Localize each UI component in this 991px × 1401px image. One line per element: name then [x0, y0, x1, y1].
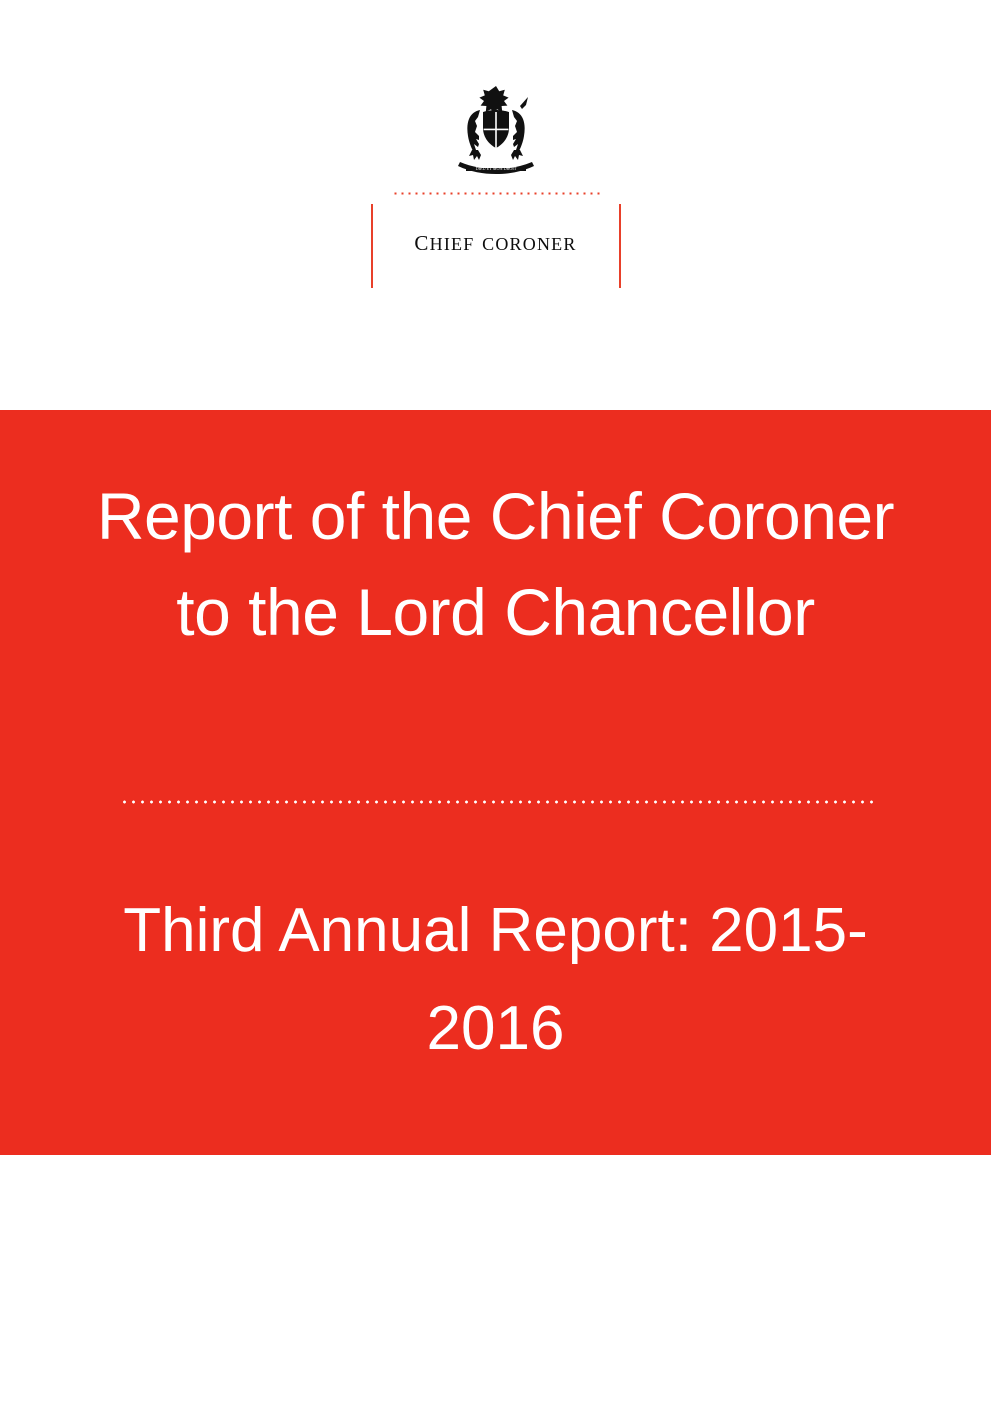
svg-text:DIEU ET MON DROIT: DIEU ET MON DROIT — [475, 166, 516, 171]
cover-footer-area — [0, 1155, 991, 1401]
document-subtitle: Third Annual Report: 2015-2016 — [123, 896, 868, 1063]
masthead-dotted-rule — [392, 192, 600, 195]
cover-title-panel — [0, 410, 991, 1155]
document-title: Report of the Chief Coroner to the Lord Chancellor — [96, 479, 895, 649]
crest-container — [0, 82, 991, 183]
cover-masthead — [0, 0, 991, 410]
royal-coat-of-arms-icon — [436, 82, 556, 178]
brand-name: chief coroner — [414, 224, 577, 257]
title-dotted-rule — [120, 800, 873, 804]
brand-block — [371, 204, 621, 288]
